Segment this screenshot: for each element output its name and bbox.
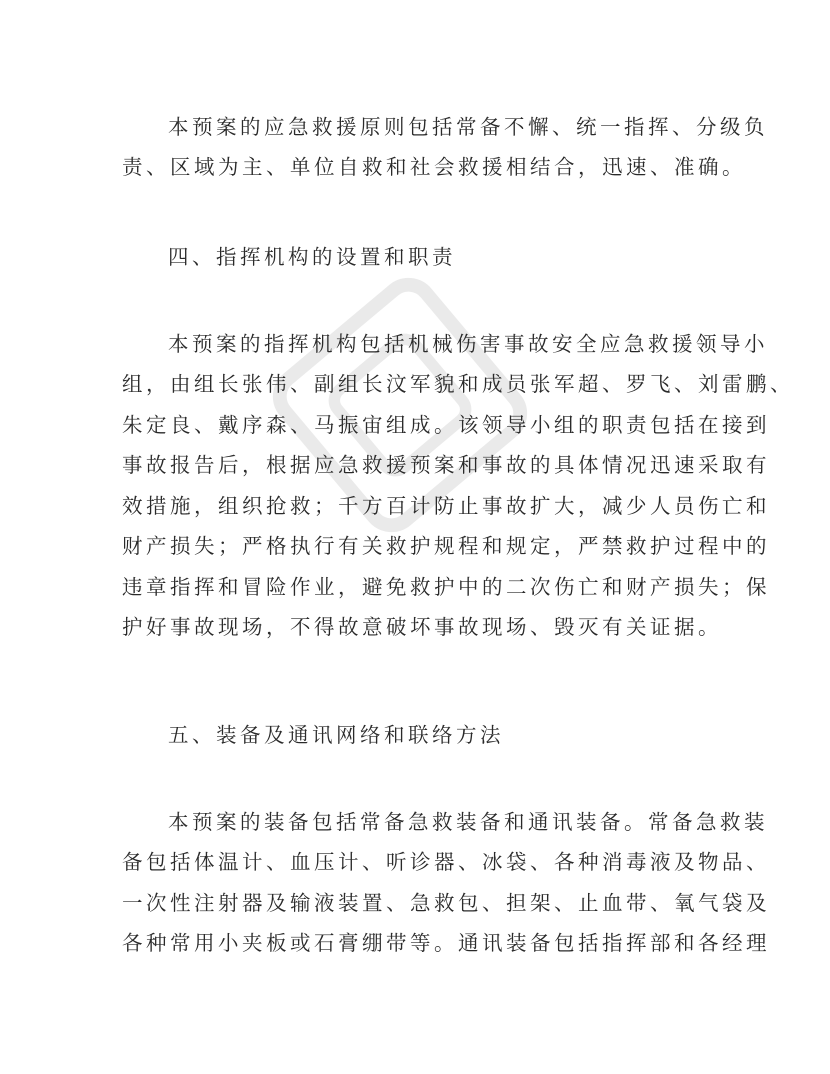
paragraph-2-line-7: 违章指挥和冒险作业，避免救护中的二次伤亡和财产损失；保	[122, 575, 770, 599]
paragraph-2-line-1: 本预案的指挥机构包括机械伤害事故安全应急救援领导小	[168, 332, 768, 356]
paragraph-1-line-1: 本预案的应急救援原则包括常备不懈、统一指挥、分级负	[168, 115, 768, 139]
paragraph-3-line-1: 本预案的装备包括常备急救装备和通讯装备。常备急救装	[168, 810, 768, 834]
watermark-icon	[238, 243, 562, 567]
paragraph-2-line-3: 朱定良、戴序森、马振宙组成。该领导小组的职责包括在接到	[122, 413, 770, 437]
paragraph-3-line-3: 一次性注射器及输液装置、急救包、担架、止血带、氧气袋及	[122, 891, 770, 915]
paragraph-1-line-2: 责、区域为主、单位自救和社会救援相结合，迅速、准确。	[122, 155, 746, 179]
section-heading-5: 五、装备及通讯网络和联络方法	[168, 723, 504, 747]
paragraph-2-line-5: 效措施，组织抢救；千方百计防止事故扩大，减少人员伤亡和	[122, 494, 770, 518]
paragraph-2-line-4: 事故报告后，根据应急救援预案和事故的具体情况迅速采取有	[122, 453, 770, 477]
paragraph-2-line-6: 财产损失；严格执行有关救护规程和规定，严禁救护过程中的	[122, 534, 770, 558]
paragraph-2-line-2: 组，由组长张伟、副组长汶军貌和成员张军超、罗飞、刘雷鹏、	[122, 372, 794, 396]
paragraph-3-line-4: 各种常用小夹板或石膏绷带等。通讯装备包括指挥部和各经理	[122, 931, 770, 955]
paragraph-3-line-2: 备包括体温计、血压计、听诊器、冰袋、各种消毒液及物品、	[122, 850, 770, 874]
section-heading-4: 四、指挥机构的设置和职责	[168, 245, 456, 269]
paragraph-2-line-8: 护好事故现场，不得故意破坏事故现场、毁灭有关证据。	[122, 615, 722, 639]
